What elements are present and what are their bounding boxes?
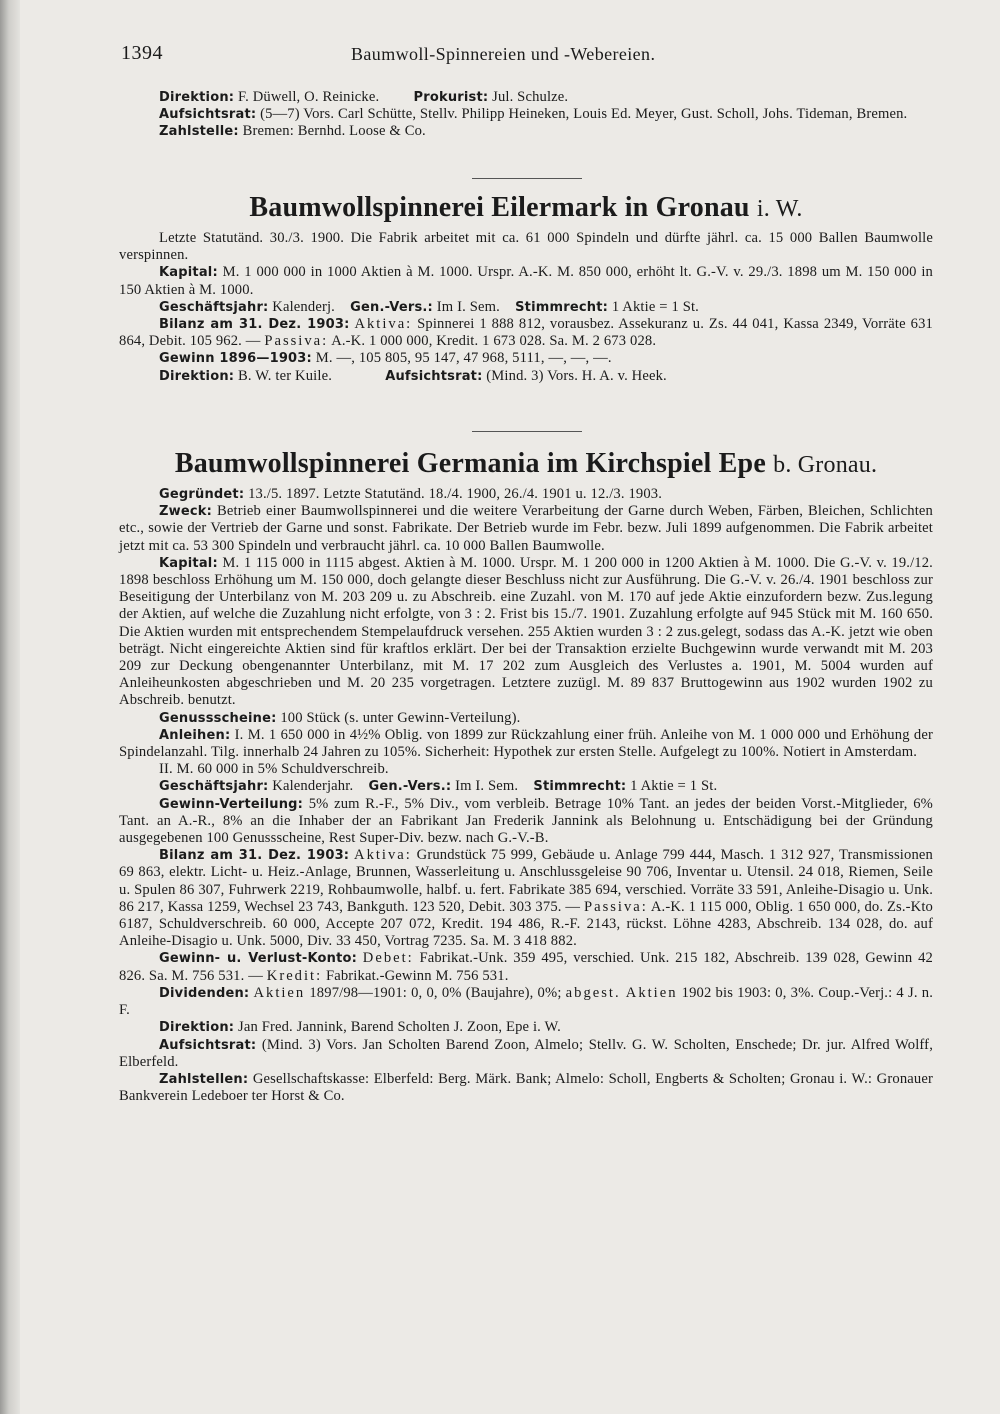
germania-zahlstellen-text: Gesellschaftskasse: Elberfeld: Berg. Märk. Bank; Almelo: Scholl, Engberts & Scholten; Gronau i. W.: Gronauer Bankverein Ledeboer ter Horst & Co. bbox=[119, 1070, 933, 1105]
eilermark-genvers-text: Im I. Sem. bbox=[436, 298, 500, 315]
eilermark-kapital-label: Kapital: bbox=[159, 265, 218, 281]
germania-geschaeftsjahr-text: Kalenderjahr. bbox=[272, 778, 354, 795]
running-head bbox=[121, 40, 933, 68]
eilermark-kapital-paragraph bbox=[119, 264, 933, 298]
eilermark-aufsichtsrat-label: Aufsichtsrat: bbox=[385, 368, 483, 384]
germania-dividenden-tail: 1902 bis 1903: 0, 3%. Coup.-Verj.: 4 J. n. F. bbox=[119, 984, 933, 1019]
eilermark-gewinn-text: M. —, 105 805, 95 147, 47 968, 5111, —, —, —. bbox=[315, 350, 612, 367]
germania-kapital-label: Kapital: bbox=[159, 555, 218, 571]
germania-heading bbox=[119, 448, 933, 480]
germania-gegruendet-paragraph bbox=[119, 486, 933, 503]
germania-genvers-label: Gen.-Vers.: bbox=[368, 779, 452, 795]
page-number: 1394 bbox=[121, 42, 163, 64]
germania-dividenden-main: 1897/98—1901: 0, 0, 0% (Baujahre), 0%; bbox=[309, 984, 562, 1001]
germania-anleihen-paragraph bbox=[119, 727, 933, 761]
germania-zweck-text: Betrieb einer Baumwollspinnerei und die weitere Verarbeitung der Garne durch Weben, Färben, Bleichen, Schlichten etc., sowie der Vertrieb der Garne und sonst. Fabrikate. Der Betrieb wurde im Febr. bezw. Juli 1899 aufgenommen. Die Fabrik arbeitet jetzt mit ca. 53 300 Spindeln und verbraucht jährl. ca. 10 000 Ballen Baumwolle. bbox=[119, 503, 933, 554]
eilermark-bilanz-paragraph bbox=[119, 316, 933, 350]
section-divider bbox=[472, 431, 582, 432]
eilermark-bilanz-aktiva: Spinnerei 1 888 812, vorausbez. Assekuranz u. Zs. 44 041, Kassa 2349, Vorräte 631 864, Debit. 105 962. — bbox=[119, 316, 933, 350]
germania-gegruendet-text: 13./5. 1897. Letzte Statutänd. 18./4. 1900, 26./4. 1901 u. 12./3. 1903. bbox=[248, 486, 663, 502]
germania-direktion-paragraph bbox=[119, 1019, 933, 1036]
germania-zweck-label: Zweck: bbox=[159, 504, 213, 520]
eilermark-geschaeftsjahr-text: Kalenderj. bbox=[272, 298, 335, 315]
eilermark-geschaeftsjahr-label: Geschäftsjahr: bbox=[159, 299, 269, 315]
germania-dividenden-label: Dividenden: bbox=[159, 985, 250, 1001]
eilermark-intro: Letzte Statutänd. 30./3. 1900. Die Fabrik arbeitet mit ca. 61 000 Spindeln und dürfte jährl. ca. 15 000 Ballen Baumwolle verspinnen. bbox=[119, 230, 933, 264]
eilermark-geschaeftsjahr-paragraph bbox=[119, 299, 933, 316]
eilermark-bilanz-label: Bilanz am 31. Dez. 1903: bbox=[159, 317, 350, 333]
germania-passiva-word: Passiva: bbox=[583, 898, 648, 915]
germania-stimmrecht-label: Stimmrecht: bbox=[533, 779, 627, 795]
eilermark-stimmrecht-label: Stimmrecht: bbox=[515, 299, 609, 315]
germania-direktion-text: Jan Fred. Jannink, Barend Scholten J. Zoon, Epe i. W. bbox=[238, 1019, 561, 1036]
germania-gewinnverteilung-label: Gewinn-Verteilung: bbox=[159, 796, 304, 812]
germania-geschaeftsjahr-paragraph bbox=[119, 778, 933, 795]
eilermark-direktion-paragraph bbox=[119, 368, 933, 385]
germania-gewinnverteilung-text: 5% zum R.-F., 5% Div., vom verbleib. Betrage 10% Tant. an jedes der beiden Vorst.-Mitglieder, 6% Tant. an A.-R., 8% an die Inhaber der an Fabrikant Jan Frederik Jannink als Belohnung u. Entschädigung bei der Gründung ausgegebenen 100 Genussscheine, Rest Super-Div. bezw. nach G.-V.-B. bbox=[119, 795, 933, 847]
germania-anleihen-label: Anleihen: bbox=[159, 727, 231, 743]
eilermark-heading-suffix: i. W. bbox=[756, 196, 803, 222]
eilermark-gewinn-paragraph bbox=[119, 350, 933, 367]
germania-bilanz-passiva: A.-K. 1 115 000, Oblig. 1 650 000, do. Zs.-Kto 6187, Schuldverschreib. 60 000, Accepte 207 072, Kredit. 194 486, R.-F. 2143, rückst. Löhne 4283, Abschreib. 134 028, do. auf Anleihe-Disagio u. Unk. 5000, Div. 33 450, Vortrag 7235. Sa. M. 3 418 882. bbox=[119, 898, 933, 950]
germania-genussscheine-text: 100 Stück (s. unter Gewinn-Verteilung). bbox=[280, 709, 521, 726]
germania-aktien-word: Aktien bbox=[253, 984, 306, 1001]
aufsichtsrat-paragraph bbox=[119, 106, 933, 123]
eilermark-aktiva-word: Aktiva: bbox=[354, 316, 413, 333]
aufsichtsrat-text: (5—7) Vors. Carl Schütte, Stellv. Philipp Heineken, Louis Ed. Meyer, Gust. Scholl, Johs. Tideman, Bremen. bbox=[260, 106, 908, 123]
germania-abgest-word: abgest. Aktien bbox=[565, 984, 678, 1001]
germania-bilanz-aktiva: Grundstück 75 999, Gebäude u. Anlage 799 444, Masch. 1 312 927, Transmissionen 69 863, elektr. Licht- u. Heiz.-Anlage, Brunnen, Wasserleitung u. Anschlussgeleise 90 706, Inventar u. Utensil. 24 018, Riemen, Seile u. Spulen 86 307, Fuhrwerk 2219, Rohbaumwolle, halbf. u. fert. Fabrikate 385 694, verschied. Vorräte 33 591, Anleihe-Disagio u. Unk. 86 217, Kassa 1259, Wechsel 23 743, Bankguth. 123 520, Debit. 303 375. — bbox=[119, 847, 933, 915]
germania-zweck-paragraph bbox=[119, 503, 933, 555]
running-title: Baumwoll-Spinnereien und -Webereien. bbox=[351, 44, 656, 64]
eilermark-passiva-word: Passiva: bbox=[264, 333, 329, 350]
germania-heading-suffix: b. Gronau. bbox=[773, 452, 878, 478]
germania-kredit-word: Kredit: bbox=[266, 967, 323, 984]
germania-guv-debet: Fabrikat.-Unk. 359 495, verschied. Unk. 215 182, Abschreib. 139 028, Gewinn 42 826. Sa. M. 756 531. — bbox=[119, 950, 933, 984]
germania-gewinnverteilung-paragraph bbox=[119, 796, 933, 848]
germania-direktion-label: Direktion: bbox=[159, 1020, 235, 1036]
germania-guv-kredit: Fabrikat.-Gewinn M. 756 531. bbox=[325, 967, 509, 984]
zahlstelle-label: Zahlstelle: bbox=[159, 124, 239, 140]
germania-stimmrecht-text: 1 Aktie = 1 St. bbox=[630, 778, 718, 795]
zahlstelle-text: Bremen: Bernhd. Loose & Co. bbox=[242, 123, 426, 140]
germania-entry bbox=[119, 486, 933, 1105]
eilermark-bilanz-passiva: A.-K. 1 000 000, Kredit. 1 673 028. Sa. M. 2 673 028. bbox=[331, 333, 657, 350]
germania-anleihen-ii-paragraph: II. M. 60 000 in 5% Schuldverschreib. bbox=[159, 761, 389, 778]
germania-genussscheine-paragraph bbox=[119, 710, 933, 727]
eilermark-heading-main: Baumwollspinnerei Eilermark in Gronau bbox=[249, 192, 750, 223]
prokurist-text: Jul. Schulze. bbox=[492, 89, 569, 105]
germania-zahlstellen-paragraph bbox=[119, 1071, 933, 1105]
eilermark-gewinn-label: Gewinn 1896—1903: bbox=[159, 351, 312, 367]
germania-aktiva-word: Aktiva: bbox=[354, 847, 412, 864]
eilermark-genvers-label: Gen.-Vers.: bbox=[350, 299, 433, 315]
direktion-label: Direktion: bbox=[159, 90, 235, 105]
germania-aufsichtsrat-text: (Mind. 3) Vors. Jan Scholten Barend Zoon, Almelo; Stellv. G. W. Scholten, Enschede; Dr. jur. Alfred Wolff, Elberfeld. bbox=[119, 1036, 933, 1070]
germania-geschaeftsjahr-label: Geschäftsjahr: bbox=[159, 779, 269, 795]
germania-aufsichtsrat-paragraph bbox=[119, 1037, 933, 1071]
germania-genvers-text: Im I. Sem. bbox=[455, 778, 519, 795]
zahlstelle-paragraph bbox=[119, 123, 933, 140]
germania-aufsichtsrat-label: Aufsichtsrat: bbox=[159, 1037, 257, 1053]
eilermark-kapital-text: M. 1 000 000 in 1000 Aktien à M. 1000. Urspr. A.-K. M. 850 000, erhöht lt. G.-V. v. 29./3. 1898 um M. 150 000 in 150 Aktien à M. 1000. bbox=[119, 264, 933, 298]
direktion-text: F. Düwell, O. Reinicke. bbox=[238, 89, 380, 105]
germania-kapital-text: M. 1 115 000 in 1115 abgest. Aktien à M. 1000. Urspr. M. 1 200 000 in 1200 Aktien à M. 1000. Die G.-V. v. 19./12. 1898 beschloss Erhöhung um M. 150 000, doch gelangte dieser Beschluss nicht zur Ausführung. Die G.-V. v. 26./4. 1901 beschloss zur Beseitigung der Unterbilanz von M. 203 209 u. zu Abschreib. eine Zuzahl. von M. 170 auf jede Aktie einzufordern bezw. Zus.legung der Aktien, auf welche die Zuzahlung nicht erfolgte, von 3 : 2. Frist bis 15./7. 1901. Zuzahlung erfolgte auf 945 Stück mit M. 160 650. Die Aktien wurden mit entsprechendem Stempelaufdruck versehen. 255 Aktien wurden 3 : 2 zus.gelegt, sodass das A.-K. jetzt wie oben beträgt. Nicht eingereichte Aktien sind für kraftlos erklärt. Der bei der Transaktion erzielte Buchgewinn wurde verwandt mit M. 203 209 zur Deckung obengenannter Unterbilanz, mit M. 17 202 zum Ausgleich des Verlustes a. 1901, M. 5004 wurden auf Anleiheunkosten abgeschrieben und M. 20 235 vorgetragen. Letztere zuzügl. M. 89 837 Bruttogewinn aus 1902 wurden 1902 zu Abschreib. benutzt. bbox=[119, 554, 933, 709]
eilermark-heading bbox=[119, 192, 933, 224]
germania-zahlstellen-label: Zahlstellen: bbox=[159, 1071, 249, 1087]
germania-bilanz-paragraph bbox=[119, 847, 933, 950]
section-divider bbox=[472, 178, 582, 179]
germania-gegruendet-label: Gegründet: bbox=[159, 487, 245, 502]
germania-genussscheine-label: Genussscheine: bbox=[159, 710, 277, 726]
prokurist-label: Prokurist: bbox=[413, 90, 489, 105]
germania-guv-paragraph bbox=[119, 950, 933, 984]
direktion-paragraph bbox=[119, 89, 933, 106]
germania-kapital-paragraph bbox=[119, 555, 933, 710]
germania-heading-main: Baumwollspinnerei Germania im Kirchspiel Epe bbox=[174, 448, 766, 479]
eilermark-direktion-label: Direktion: bbox=[159, 368, 235, 384]
eilermark-entry bbox=[119, 230, 933, 385]
germania-guv-label: Gewinn- u. Verlust-Konto: bbox=[159, 951, 358, 967]
eilermark-stimmrecht-text: 1 Aktie = 1 St. bbox=[611, 298, 699, 315]
aufsichtsrat-label: Aufsichtsrat: bbox=[159, 107, 257, 123]
previous-entry-continuation bbox=[119, 89, 933, 141]
eilermark-aufsichtsrat-text: (Mind. 3) Vors. H. A. v. Heek. bbox=[486, 367, 667, 384]
germania-dividenden-paragraph bbox=[119, 985, 933, 1019]
germania-debet-word: Debet: bbox=[362, 950, 414, 967]
eilermark-direktion-text: B. W. ter Kuile. bbox=[238, 367, 333, 384]
germania-bilanz-label: Bilanz am 31. Dez. 1903: bbox=[159, 848, 350, 864]
germania-anleihen-text: I. M. 1 650 000 in 4½% Oblig. von 1899 zur Rückzahlung einer früh. Anleihe von M. 1 000 000 und Erhöhung der Spindelanzahl. Tilg. innerhalb 24 Jahren zu 105%. Sicherheit: Hypothek zur ersten Stelle. Aufgelegt zu 100%. Notiert in Amsterdam. bbox=[119, 726, 933, 761]
